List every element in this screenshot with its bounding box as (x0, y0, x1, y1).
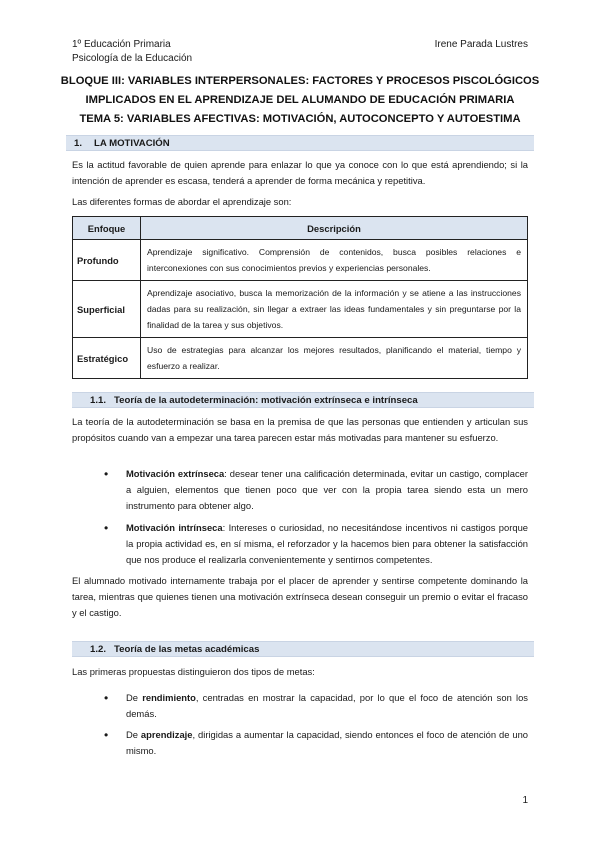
table-intro: Las diferentes formas de abordar el aprendizaje son: (72, 196, 292, 207)
section-1-1-heading (72, 392, 534, 408)
bullet-prefix: De (126, 692, 143, 703)
document-title (60, 72, 540, 129)
bullet-meta-rendimiento (126, 690, 528, 722)
page-number: 1 (522, 795, 528, 806)
table-header-enfoque: Enfoque (73, 217, 141, 240)
bullet-icon: • (104, 691, 109, 705)
section-1-2-number: 1.2. (90, 644, 107, 655)
bullet-term: aprendizaje (140, 729, 193, 740)
section-1-2-intro: Las primeras propuestas distinguieron dos tipos de metas: (72, 666, 315, 677)
learning-approaches-table (72, 216, 528, 379)
bullet-motivacion-intrinseca (126, 520, 528, 568)
bullet-term: rendimiento (142, 692, 196, 703)
table-cell-desc: Aprendizaje asociativo, busca la memorización de la información y se atiene a las instrucciones dadas para su realización, sin llegar a extraer las ideas fundamentales y sin preguntarse por la finalidad de la tarea y sus objetivos. (141, 281, 528, 338)
table-header-descripcion: Descripción (141, 217, 528, 240)
table-cell-key: Estratégico (73, 338, 141, 379)
bullet-motivacion-extrinseca (126, 466, 528, 514)
table-row (73, 240, 528, 281)
section-1-1-title: Teoría de la autodeterminación: motivación extrínseca e intrínseca (114, 395, 418, 406)
header-course: 1º Educación Primaria (72, 39, 171, 50)
bullet-text: , centradas en mostrar la capacidad, por lo que el foco de atención son los demás. (126, 692, 528, 719)
table-row (73, 338, 528, 379)
title-line-3: TEMA 5: VARIABLES AFECTIVAS: MOTIVACIÓN, AUTOCONCEPTO Y AUTOESTIMA (79, 113, 521, 125)
table-cell-key: Superficial (73, 281, 141, 338)
table-cell-key: Profundo (73, 240, 141, 281)
bullet-text: : desear tener una calificación determinada, evitar un castigo, complacer a alguien, elementos que tienen poco que ver con la propia tarea siendo esta un mero instrumento para obtener algo. (126, 468, 528, 511)
bullet-icon: • (104, 467, 109, 481)
title-line-1: BLOQUE III: VARIABLES INTERPERSONALES: FACTORES Y PROCESOS PISCOLÓGICOS (60, 75, 540, 87)
section-1-number: 1. (74, 138, 83, 149)
table-header-row (73, 217, 528, 240)
section-1-title: LA MOTIVACIÓN (94, 138, 170, 149)
bullet-term: Motivación intrínseca (126, 522, 223, 533)
header-author: Irene Parada Lustres (434, 39, 528, 50)
bullet-icon: • (104, 521, 109, 535)
section-1-heading (66, 135, 534, 151)
bullet-text: : Intereses o curiosidad, no necesitándose incentivos ni castigos porque la propia actividad es, en sí misma, el reforzador y la hacemos bien para obtener la satisfacción que nos produce el realizarla convenientemente y sentirnos competentes. (126, 522, 528, 565)
bullet-term: Motivación extrínseca (126, 468, 225, 479)
title-line-2: IMPLICADOS EN EL APRENDIZAJE DEL ALUMANDO DE EDUCACIÓN PRIMARIA (85, 94, 515, 106)
table-cell-desc: Aprendizaje significativo. Comprensión de contenidos, busca posibles relaciones e interconexiones con sus conocimientos previos y experiencias personales. (141, 240, 528, 281)
bullet-prefix: De (126, 729, 141, 740)
bullet-icon: • (104, 728, 109, 742)
table-row (73, 281, 528, 338)
section-1-2-title: Teoría de las metas académicas (114, 644, 260, 655)
section-1-1-number: 1.1. (90, 395, 107, 406)
section-1-intro: Es la actitud favorable de quien aprende para enlazar lo que ya conoce con lo que está aprendiendo; si la intención de aprender es escasa, tenderá a aprender de forma mecánica y repetitiva. (72, 159, 528, 186)
bullet-meta-aprendizaje (126, 727, 528, 759)
header-left (72, 38, 192, 66)
section-1-2-heading (72, 641, 534, 657)
header-subject: Psicología de la Educación (72, 53, 193, 64)
section-1-1-closing: El alumnado motivado internamente trabaja por el placer de aprender y sentirse competente dominando la tarea, mientras que quienes tienen una motivación extrínseca desean conseguir un premio o evitar el fracaso y el castigo. (72, 575, 528, 618)
bullet-text: , dirigidas a aumentar la capacidad, siendo entonces el foco de atención de uno mismo. (126, 729, 528, 756)
table-cell-desc: Uso de estrategias para alcanzar los mejores resultados, planificando el material, tiempo y esfuerzo a realizar. (141, 338, 528, 379)
section-1-1-intro: La teoría de la autodeterminación se basa en la premisa de que las personas que entienden y articulan sus propósitos cuando van a empezar una tarea parecen estar más motivadas para mantener su esfuerzo. (72, 416, 528, 443)
